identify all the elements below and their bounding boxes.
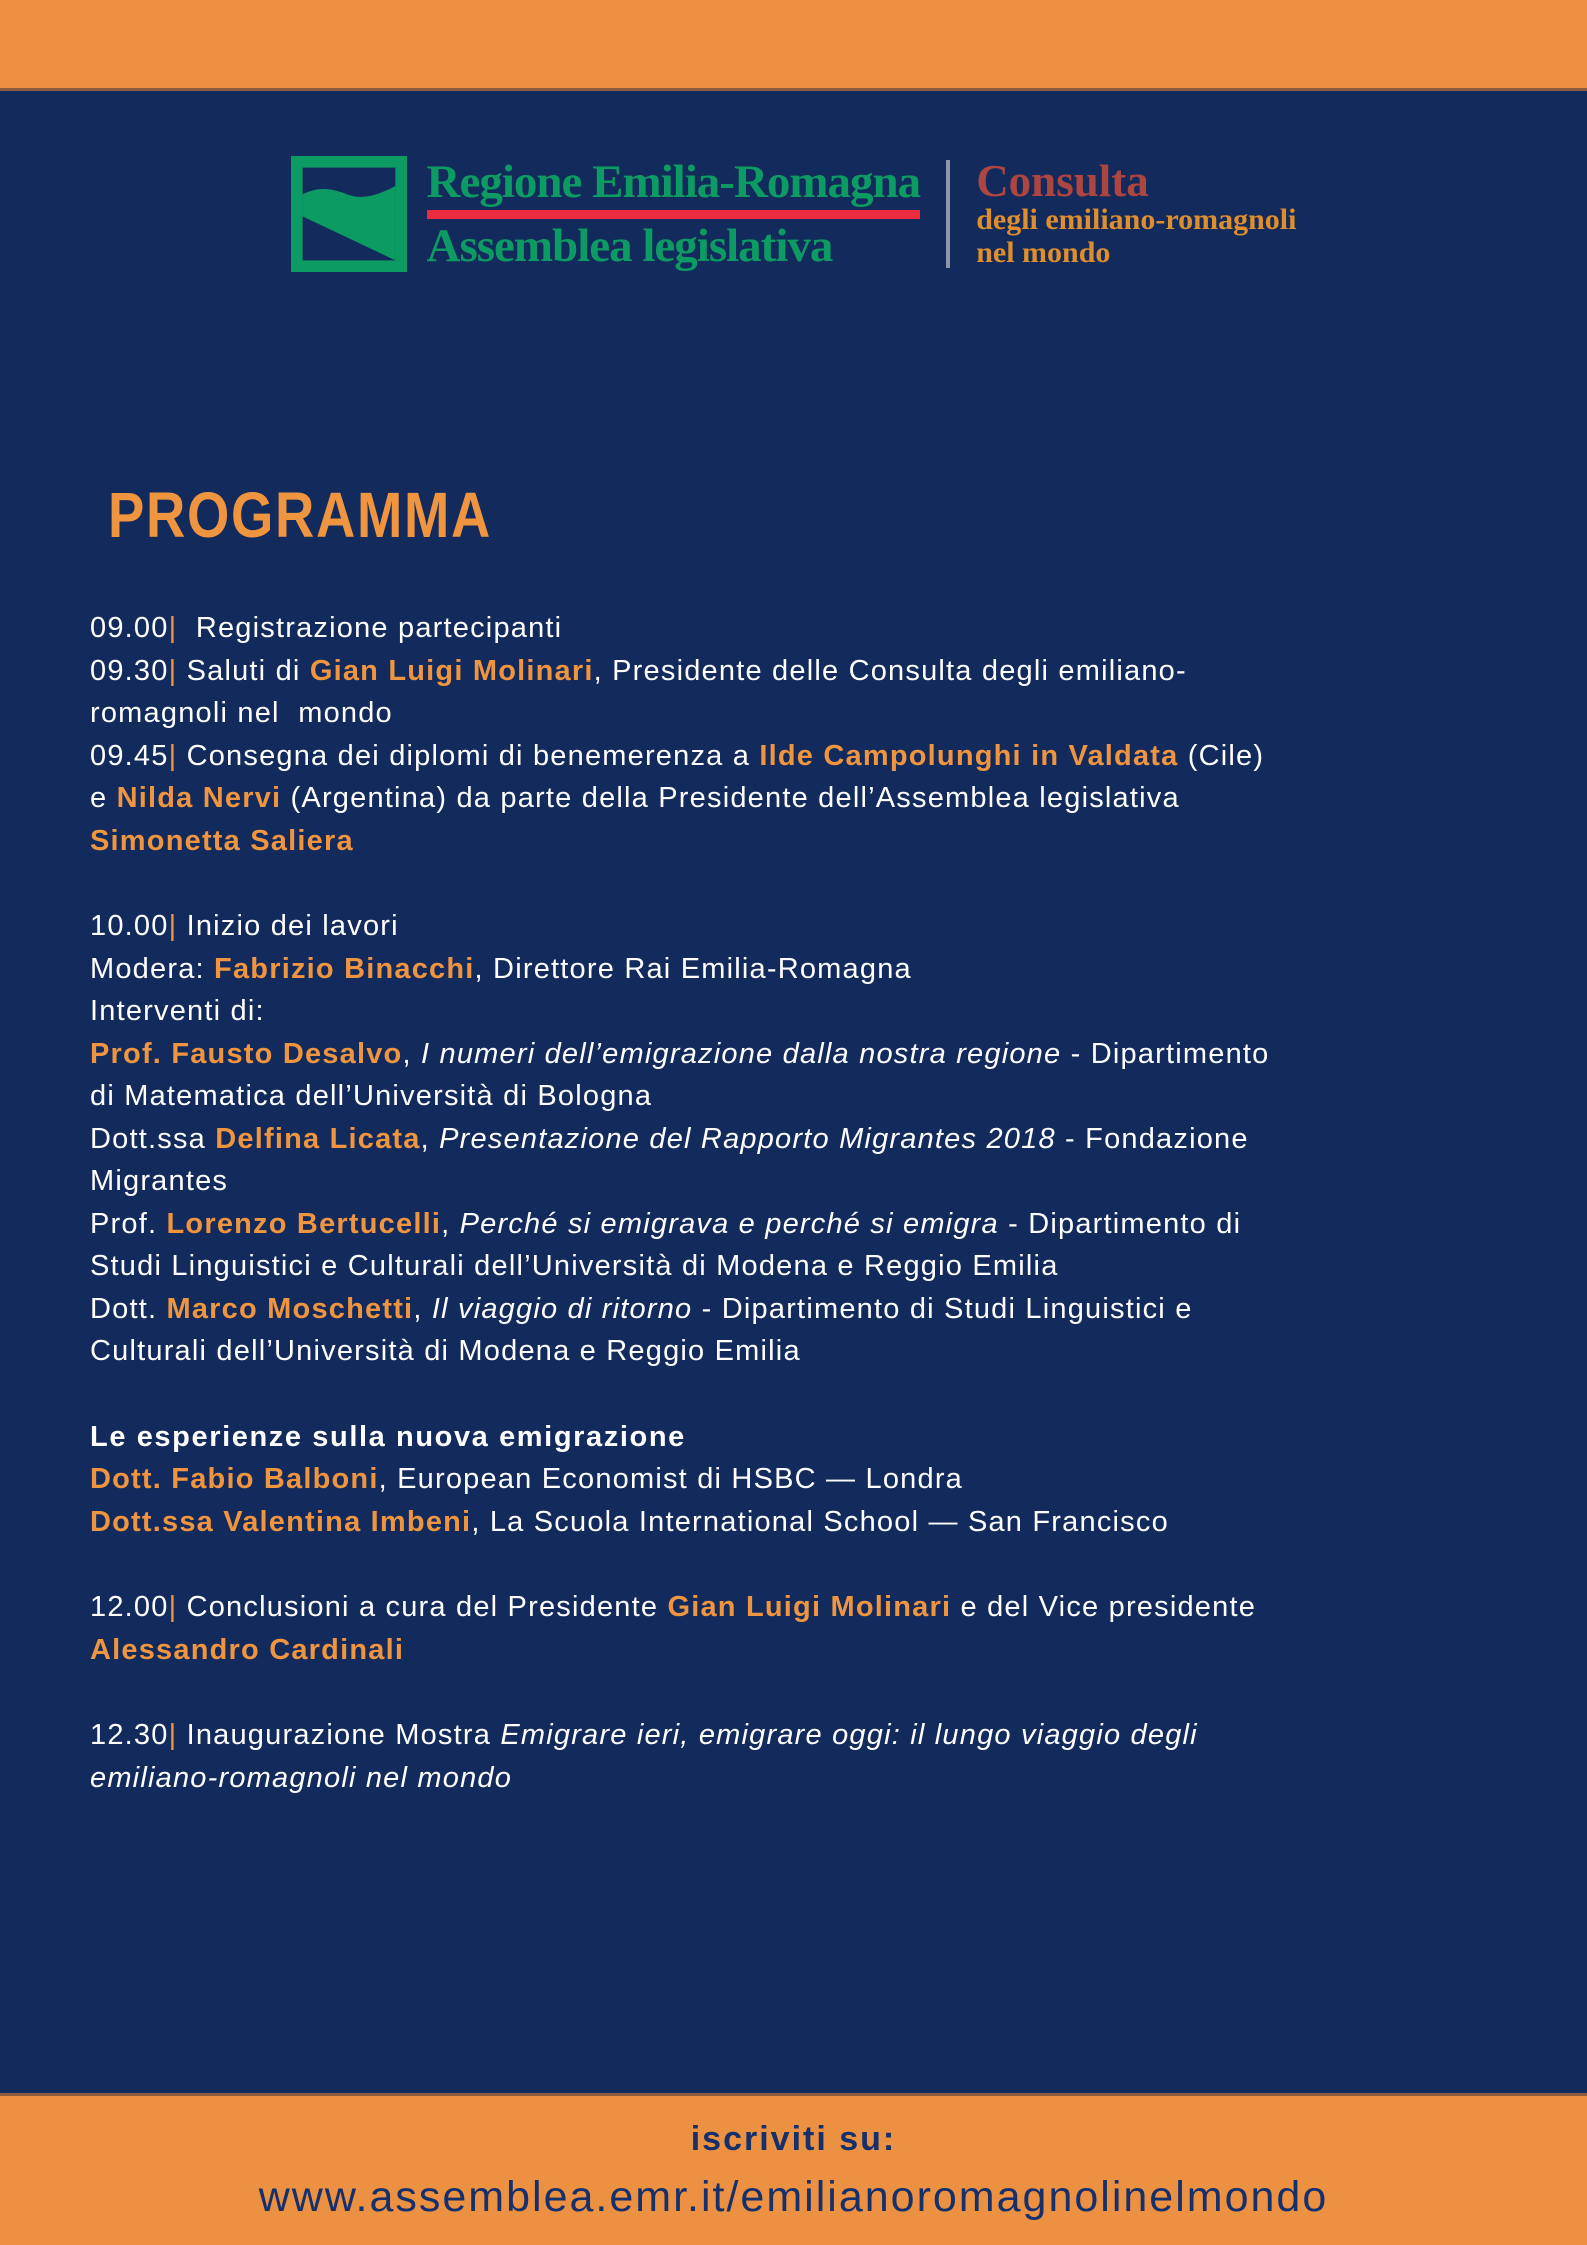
- speaker-name: Ilde Campolunghi in Valdata: [759, 739, 1179, 772]
- program-line: [90, 820, 1527, 863]
- logo-row: [0, 153, 1587, 275]
- program-text: e del Vice presidente: [951, 1591, 1257, 1623]
- program-line: [90, 948, 1527, 991]
- program-text: romagnoli nel mondo: [90, 697, 393, 729]
- time-separator: |: [168, 612, 178, 644]
- program-text: 12.00: [90, 1591, 169, 1623]
- program-text: Inizio dei lavori: [177, 910, 399, 942]
- program-text: 10.00: [90, 910, 169, 942]
- program-line: [90, 1629, 1527, 1672]
- program-line: [90, 735, 1527, 778]
- program-line: [90, 1714, 1527, 1757]
- speaker-name: Gian Luigi Molinari: [309, 654, 594, 687]
- speaker-name: Delfina Licata: [215, 1122, 421, 1155]
- program-text: - Dipartimento: [1061, 1037, 1270, 1070]
- program-line: [90, 1757, 1527, 1800]
- program-text: - Dipartimento di Studi Linguistici e: [692, 1292, 1193, 1325]
- speaker-name: Fabrizio Binacchi: [214, 952, 475, 985]
- talk-title: Emigrare ieri, emigrare oggi: il lungo viaggio degli: [500, 1719, 1198, 1751]
- program-text: 09.45: [90, 739, 169, 772]
- consulta-line3: nel mondo: [976, 236, 1111, 269]
- speaker-name: Gian Luigi Molinari: [667, 1591, 952, 1623]
- program-text: 12.30: [90, 1719, 169, 1751]
- page-title: PROGRAMMA: [108, 479, 492, 551]
- program-text: (Cile): [1178, 739, 1265, 772]
- program-text: Migrantes: [90, 1165, 229, 1197]
- program-line: [90, 1458, 1527, 1501]
- speaker-name: Dott.ssa Valentina Imbeni: [90, 1505, 472, 1538]
- logo-region-line2: Assemblea legislativa: [426, 220, 833, 272]
- program-text: Inaugurazione Mostra: [177, 1719, 501, 1751]
- talk-title: Perché si emigrava e perché si emigra: [459, 1207, 999, 1240]
- logo-divider: [946, 160, 950, 268]
- program-text: 09.30: [90, 654, 169, 687]
- program-text: e: [90, 782, 117, 814]
- footer-orange-band: [0, 2093, 1587, 2245]
- program-text: Saluti di: [177, 654, 310, 687]
- time-separator: |: [168, 654, 178, 687]
- time-separator: |: [168, 1591, 178, 1623]
- program-text: Le esperienze sulla nuova emigrazione: [90, 1420, 686, 1453]
- program-line: [90, 1160, 1527, 1203]
- speaker-name: Nilda Nervi: [116, 782, 282, 814]
- program-line: [90, 990, 1527, 1033]
- program-line: [90, 1033, 1527, 1076]
- program-text: Dott.: [90, 1292, 167, 1325]
- talk-title: emiliano-romagnoli nel mondo: [90, 1761, 513, 1794]
- program-text: 09.00: [90, 612, 169, 644]
- consulta-title: Consulta: [976, 156, 1149, 206]
- program-text: Studi Linguistici e Culturali dell’Università di Modena e Reggio Emilia: [90, 1250, 1059, 1282]
- program-text: ,: [420, 1122, 440, 1155]
- speaker-name: Alessandro Cardinali: [90, 1633, 405, 1666]
- speaker-name: Marco Moschetti: [166, 1292, 414, 1325]
- consulta-line2: degli emiliano-romagnoli: [976, 203, 1297, 236]
- program-text: Conclusioni a cura del Presidente: [177, 1591, 668, 1623]
- program-text: di Matematica dell’Università di Bologna: [90, 1080, 653, 1112]
- footer-url[interactable]: www.assemblea.emr.it/emilianoromagnolinelmondo: [258, 2173, 1329, 2221]
- speaker-name: Lorenzo Bertucelli: [166, 1207, 442, 1240]
- program-text: - Fondazione: [1055, 1122, 1249, 1155]
- program-line: [90, 1416, 1527, 1459]
- talk-title: Il viaggio di ritorno: [431, 1292, 693, 1325]
- program-line: [90, 1586, 1527, 1629]
- time-separator: |: [168, 1719, 178, 1751]
- program-text: Registrazione partecipanti: [177, 612, 563, 644]
- speaker-name: Simonetta Saliera: [90, 824, 354, 857]
- talk-title: Presentazione del Rapporto Migrantes 2018: [439, 1122, 1056, 1155]
- program-line: [90, 905, 1527, 948]
- speaker-name: Dott. Fabio Balboni: [90, 1463, 379, 1495]
- regione-emilia-romagna-logo-icon: [291, 153, 407, 275]
- logo-red-bar: [427, 210, 921, 219]
- top-orange-bar: [0, 0, 1587, 91]
- program-text: Prof.: [90, 1207, 167, 1240]
- program-line: [90, 1501, 1527, 1544]
- footer-cta: iscriviti su:: [690, 2120, 897, 2158]
- program-text: - Dipartimento di: [998, 1207, 1242, 1240]
- program-text: , La Scuola International School — San Francisco: [471, 1505, 1169, 1538]
- program-line: [90, 1245, 1527, 1288]
- program-text: (Argentina) da parte della Presidente dell’Assemblea legislativa: [281, 782, 1180, 814]
- program-text: ,: [441, 1207, 460, 1240]
- program-line: [90, 777, 1527, 820]
- program-text: , Direttore Rai Emilia-Romagna: [474, 952, 912, 985]
- program-lines: [90, 607, 1527, 1799]
- logo-consulta-text: [976, 156, 1297, 269]
- time-separator: |: [168, 739, 178, 772]
- program-text: ,: [402, 1037, 421, 1070]
- program-text: , European Economist di HSBC — Londra: [378, 1463, 964, 1495]
- program-text: , Presidente delle Consulta degli emiliano-: [593, 654, 1187, 687]
- program-line: [90, 692, 1527, 735]
- program-line: [90, 607, 1527, 650]
- program-text: Culturali dell’Università di Modena e Reggio Emilia: [90, 1335, 801, 1367]
- speaker-name: Prof. Fausto Desalvo: [90, 1037, 403, 1070]
- program-line: [90, 1203, 1527, 1246]
- program-line: [90, 1288, 1527, 1331]
- program-text: ,: [413, 1292, 432, 1325]
- program-text: Interventi di:: [90, 995, 265, 1027]
- program-line: [90, 1118, 1527, 1161]
- logo-region-line1: Regione Emilia-Romagna: [426, 156, 921, 208]
- program-text: Modera:: [90, 952, 215, 985]
- program-line: [90, 1330, 1527, 1373]
- program-line: [90, 650, 1527, 693]
- program-text: Dott.ssa: [90, 1122, 216, 1155]
- program-line: [90, 1075, 1527, 1118]
- time-separator: |: [168, 910, 178, 942]
- logo-region-text: [427, 158, 921, 270]
- talk-title: I numeri dell’emigrazione dalla nostra regione: [420, 1037, 1062, 1070]
- program-text: Consegna dei diplomi di benemerenza a: [177, 739, 760, 772]
